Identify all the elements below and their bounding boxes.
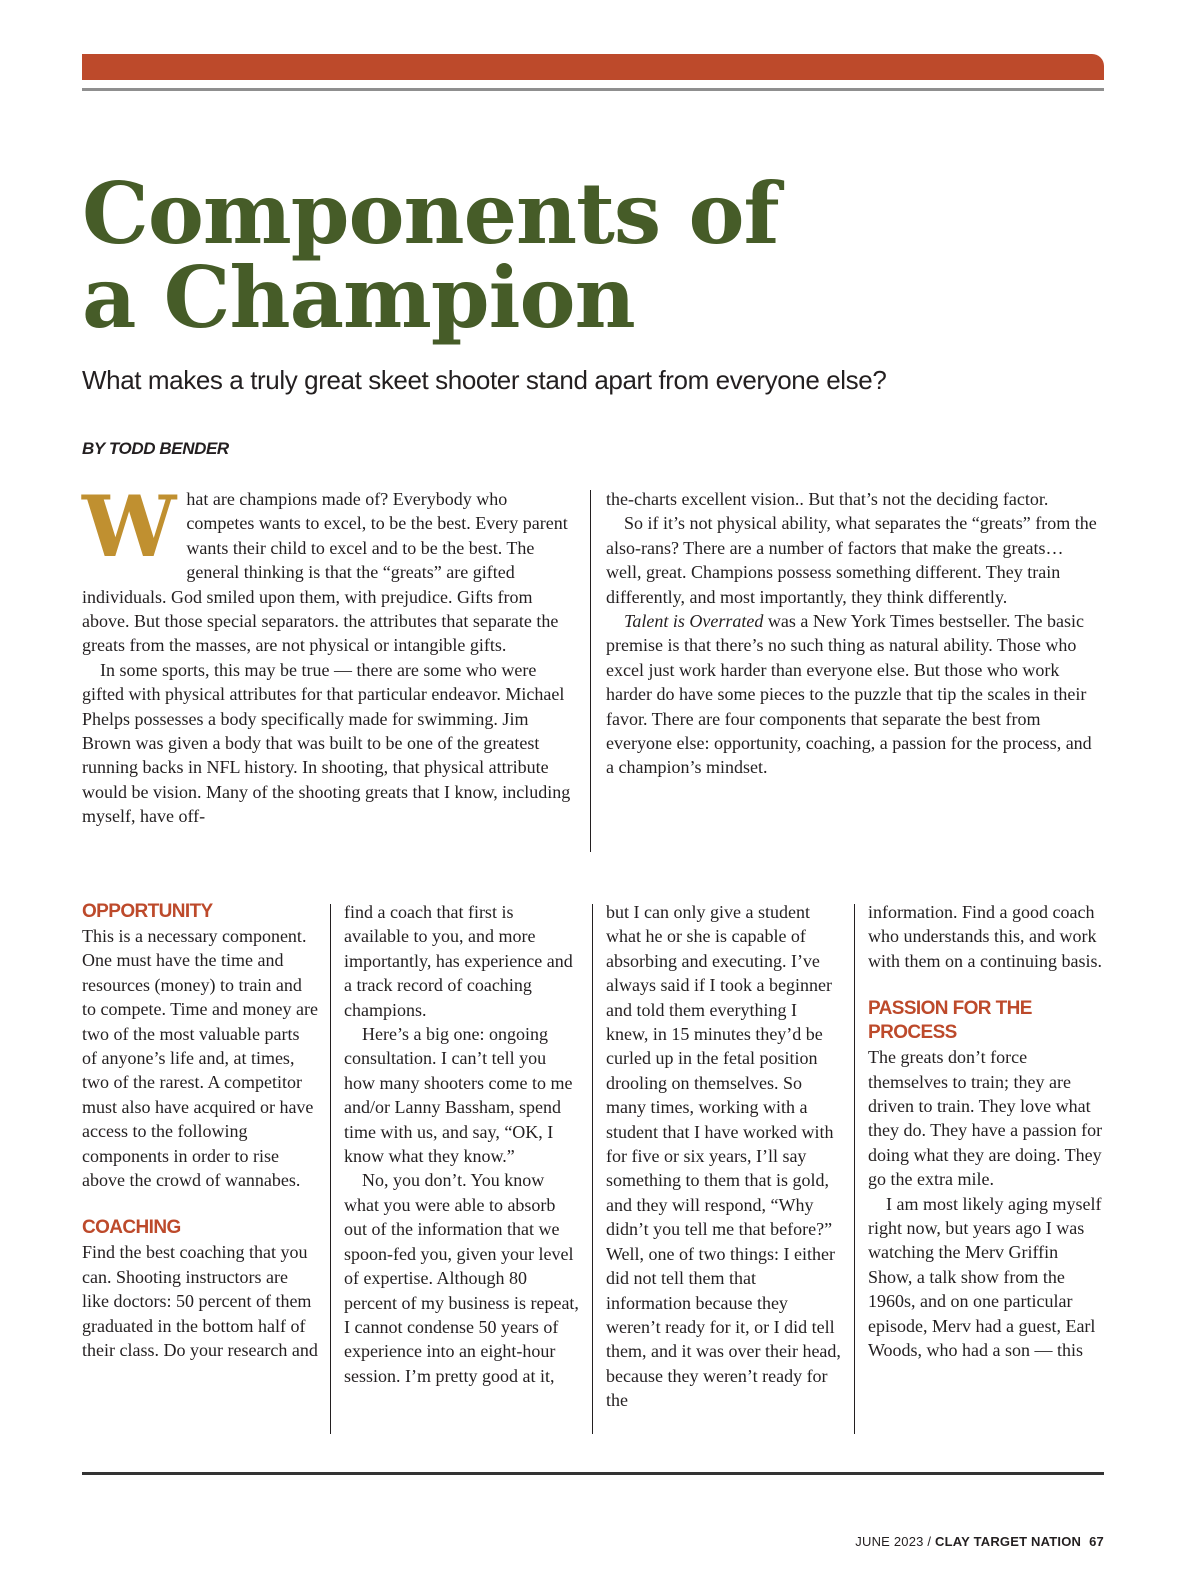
header-accent-bar [82,54,1104,80]
section-spacer [868,973,1104,997]
header-rule [82,88,1104,91]
passion-paragraph-1: The greats don’t force themselves to train; they are driven to train. They love what they do. They have a passion for doing what they are doing. They go the extra mile. [868,1047,1103,1190]
column-divider [592,904,593,1434]
book-title: Talent is Overrated [624,611,764,632]
column-divider [590,490,591,852]
drop-cap: W [82,477,177,576]
byline: BY TODD BENDER [82,439,229,458]
body-column-2 [344,900,580,1388]
footer-rule [82,1472,1104,1475]
absorb-paragraph: No, you don’t. You know what you were able to absorb out of the information that we spoon-fed you, given your level of expertise. Although 80 percent of my business is repeat, I cannot condense 50 years of experience into an eight-hour session. I’m pretty good at it, [344,1170,579,1386]
passion-heading-line-2: PROCESS [868,1022,957,1044]
title-line-1: Components of [82,164,779,263]
intro-column-left [82,477,578,829]
page-footer [855,1533,1104,1551]
magazine-name: CLAY TARGET NATION [935,1534,1082,1549]
intro-paragraph-2: In some sports, this may be true — there are some who were gifted with physical attributes for that particular endeavor. Michael Phelps possesses a body specifically made for swimming. Jim Brown was given a body that was built to be one of the greatest running backs in NFL history. In shooting, that physical attribute would be vision. Many of the shooting greats that I know, including myself, have off- [82,659,571,827]
intro-paragraph-1 [82,477,578,658]
section-heading-coaching: COACHING [82,1217,181,1239]
student-paragraph: but I can only give a student what he or she is capable of absorbing and executing. I’ve always said if I took a beginner and told them everything I knew, in 15 minutes they’d be curled up in the fetal position drooling on themselves. So many times, working with a student that I have worked with for five or six years, I’ll say something to them that is gold, and they will respond, “Why didn’t you tell me that before?” Well, one of two things: I either did not tell them that information because they weren’t ready for it, or I did tell them, and it was over their head, because they weren’t ready for the [606,902,841,1411]
passion-paragraph-2: I am most likely aging myself right now, but years ago I was watching the Merv Griffin Show, a talk show from the 1960s, and on one particular episode, Merv had a guest, Earl Woods, who had a son — this [868,1193,1102,1361]
article-title [82,164,1082,347]
section-heading-passion [868,997,1104,1045]
section-heading-opportunity: OPPORTUNITY [82,901,213,922]
article-subtitle: What makes a truly great skeet shooter stand apart from everyone else? [82,365,887,395]
issue-date: JUNE 2023 [855,1534,924,1549]
intro-paragraph-4: So if it’s not physical ability, what separates the “greats” from the also-rans? There are a number of factors that make the greats… well, great. Champions possess something different. They train differently, and most importantly, they think differently. [606,513,1097,607]
column-divider [854,904,855,1434]
opportunity-paragraph: This is a necessary component. One must have the time and resources (money) to train and to compete. Time and money are two of the most valuable parts of anyone’s life and, at times, two of the rarest. A competitor must also have acquired or have access to the following components in order to rise above the crowd of wannabes. [82,926,318,1191]
intro-paragraph-3: the-charts excellent vision.. But that’s not the deciding factor. [606,489,1049,509]
intro-column-right [606,487,1102,780]
consultation-paragraph: Here’s a big one: ongoing consultation. I can’t tell you how many shooters come to me and/or Lanny Bassham, spend time with us, and say, “OK, I know what they know.” [344,1024,573,1167]
column-divider [330,904,331,1434]
footer-separator: / [923,1534,935,1549]
page-number: 67 [1089,1534,1104,1549]
passion-heading-line-1: PASSION FOR THE [868,998,1032,1020]
body-column-1 [82,900,318,1363]
title-line-2: a Champion [82,248,635,347]
intro-paragraph-5-text: was a New York Times bestseller. The basic premise is that there’s no such thing as natural ability. Those who excel just work harder than everyone else. But those who work harder do have some pieces to the puzzle that tip the scales in their favor. There are four components that separate the best from everyone else: opportunity, coaching, a passion for the process, and a champion’s mindset. [606,611,1092,778]
intro-paragraph-5 [606,609,1102,780]
intro-paragraph-1-text: hat are champions made of? Everybody who competes wants to excel, to be the best. Every parent wants their child to excel and to be the best. The general thinking is that the “greats” are gifted individuals. God smiled upon them, with prejudice. Gifts from above. But those special separators. the attributes that separate the greats from the masses, are not physical or intangible gifts. [82,489,568,656]
information-paragraph: information. Find a good coach who understands this, and work with them on a continuing basis. [868,902,1102,971]
coaching-paragraph-continued: find a coach that first is available to you, and more importantly, has experience and a track record of coaching champions. [344,902,573,1020]
coaching-paragraph: Find the best coaching that you can. Shooting instructors are like doctors: 50 percent of them graduated in the bottom half of their class. Do your research and [82,1242,318,1361]
section-spacer [82,1192,318,1216]
body-column-3 [606,900,842,1413]
body-column-4 [868,900,1104,1363]
